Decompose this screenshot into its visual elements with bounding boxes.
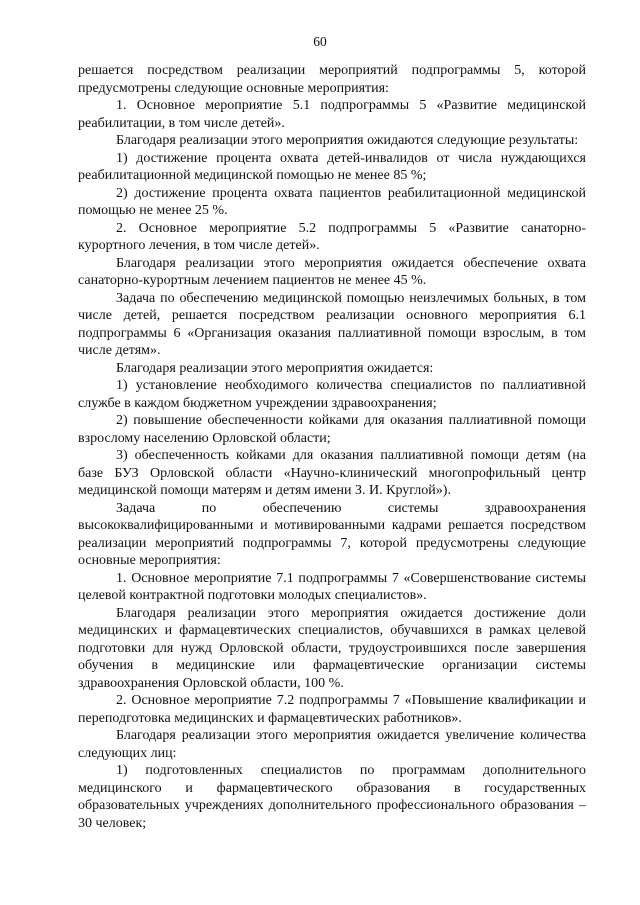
paragraph-result-2: 2) достижение процента охвата пациентов реабилитационной медицинской помощью не менее 25 %. <box>78 185 586 218</box>
paragraph-measure-5-1: 1. Основное мероприятие 5.1 подпрограммы 5 «Развитие медицинской реабилитации, в том числе детей». <box>78 98 586 131</box>
paragraph-palliative-1: 1) установление необходимого количества специалистов по паллиативной службе в каждом бюджетном учреждении здравоохранения; <box>78 378 586 411</box>
paragraph-palliative-3: 3) обеспеченность койками для оказания паллиативной помощи детям (на базе БУЗ Орловской области «Научно-клинический многопрофильный центр медицинской помощи матерям и детям имени З. И. Круглой»). <box>78 448 586 498</box>
paragraph-continuation: решается посредством реализации мероприятий подпрограммы 5, которой предусмотрены следующие основные мероприятия: <box>78 63 586 96</box>
paragraph-measure-7-1: 1. Основное мероприятие 7.1 подпрограммы 7 «Совершенствование системы целевой контрактной подготовки молодых специалистов». <box>78 570 586 603</box>
page-number: 60 <box>313 34 327 49</box>
paragraph-sanatorium-result: Благодаря реализации этого мероприятия ожидается обеспечение охвата санаторно-курортным лечением пациентов не менее 45 %. <box>78 255 586 288</box>
paragraph-increase-intro: Благодаря реализации этого мероприятия ожидается увеличение количества следующих лиц: <box>78 728 586 761</box>
paragraph-targeted-training-result: Благодаря реализации этого мероприятия ожидается достижение доли медицинских и фармацевтических специалистов, обучавшихся в рамках целевой подготовки для нужд Орловской области, трудоустроившихся после завершения обучения в медицинские или фармацевтические организации системы здравоохранения Орловской области, 100 %. <box>78 605 586 691</box>
paragraph-palliative-2: 2) повышение обеспеченности койками для оказания паллиативной помощи взрослому населению Орловской области; <box>78 413 586 446</box>
paragraph-results-intro: Благодаря реализации этого мероприятия ожидаются следующие результаты: <box>116 133 579 148</box>
paragraph-measure-5-2: 2. Основное мероприятие 5.2 подпрограммы 5 «Развитие санаторно-курортного лечения, в том числе детей». <box>78 220 586 253</box>
paragraph-increase-1: 1) подготовленных специалистов по программам дополнительного медицинского и фармацевтического образования в государственных образовательных учреждениях дополнительного профессионального образования – 30 человек; <box>78 763 586 831</box>
paragraph-staffing-task: Задача по обеспечению системы здравоохранения высококвалифицированными и мотивированными кадрами решается посредством реализации мероприятий подпрограммы 7, которой предусмотрены следующие основные мероприятия: <box>78 500 586 568</box>
paragraph-palliative-expected: Благодаря реализации этого мероприятия ожидается: <box>116 360 434 376</box>
paragraph-measure-7-2: 2. Основное мероприятие 7.2 подпрограммы 7 «Повышение квалификации и переподготовка медицинских и фармацевтических работников». <box>78 693 586 726</box>
paragraph-result-1: 1) достижение процента охвата детей-инвалидов от числа нуждающихся реабилитационной медицинской помощью не менее 85 %; <box>78 150 586 183</box>
document-body <box>78 62 586 832</box>
paragraph-palliative-task: Задача по обеспечению медицинской помощью неизлечимых больных, в том числе детей, решается посредством реализации основного мероприятия 6.1 подпрограммы 6 «Организация оказания паллиативной помощи взрослым, в том числе детям». <box>78 290 586 358</box>
